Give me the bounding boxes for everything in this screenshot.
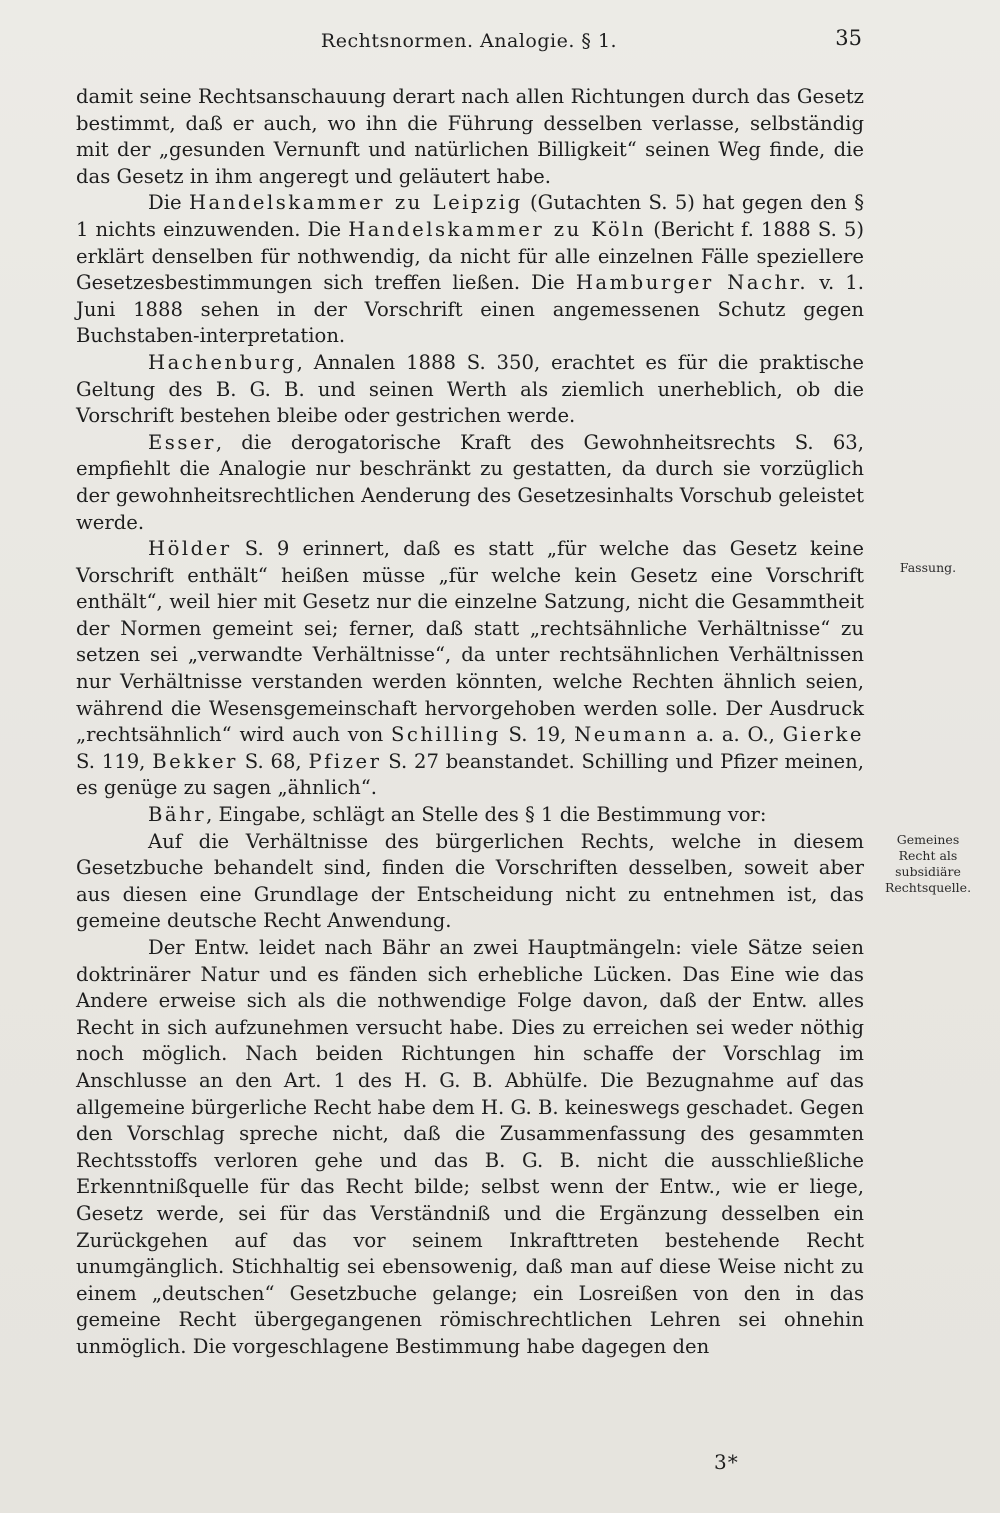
paragraph [76,84,864,190]
paragraph [76,935,864,1361]
text-segment: Auf die Verhältnisse des bürgerlichen Rechts, welche in diesem Gesetzbuche behandelt sind, finden die Vorschriften desselben, soweit aber aus diesen eine Grundlage der Entscheidung nicht zu entnehmen ist, das gemeine deutsche Recht Anwendung. [76,829,864,933]
spaced-name: Schilling [391,723,501,747]
text-segment: (Gutachten S. 5) hat gegen den § 1 nichts einzuwenden. Die [76,191,864,241]
margin-note-gemeines-recht [872,832,984,896]
spaced-name: Hölder [148,537,232,561]
text-segment: S. 119, [76,749,153,773]
spaced-name: Neumann [574,723,689,747]
paragraph [76,802,864,829]
block-quote [76,829,864,935]
spaced-name: Bekker [152,749,238,773]
body-text [76,84,864,1361]
spaced-name: Hachenburg [148,350,297,374]
paragraph [76,350,864,430]
text-segment: Die [148,191,189,215]
running-head [76,26,862,60]
paragraph [76,536,864,802]
margin-note-line: Recht als [898,848,958,863]
text-segment: , die derogatorische Kraft des Gewohnheitsrechts S. 63, empfiehlt die Analogie nur beschränkt zu gestatten, da durch sie vorzüglich der gewohnheitsrechtlichen Aenderung des Gesetzesinhalts Vorschub geleistet werde. [76,430,864,534]
text-segment: Der Entw. leidet nach Bähr an zwei Hauptmängeln: viele Sätze seien doktrinärer Natur und es fänden sich erhebliche Lücken. Das Eine wie das Andere erweise sich als die nothwendige Folge davon, daß der Entw. alles Recht in sich aufzunehmen versucht habe. Dies zu erreichen sei weder nöthig noch möglich. Nach beiden Richtungen hin schaffe der Vorschlag im Anschlusse an den Art. 1 des H. G. B. Abhülfe. Die Bezugnahme auf das allgemeine bürgerliche Recht habe dem H. G. B. keineswegs geschadet. Gegen den Vorschlag spreche nicht, daß die Zusammenfassung des gesammten Rechtsstoffs verloren gehe und das B. G. B. nicht die ausschließliche Erkenntnißquelle für das Recht bilde; selbst wenn der Entw., wie er liege, Gesetz werde, sei für das Verständniß und die Ergänzung desselben ein Zurückgehen auf das vor seinem Inkrafttreten bestehende Recht unumgänglich. Stichhaltig sei ebensowenig, daß man auf diese Weise nicht zu einem „deutschen“ Gesetzbuche gelange; ein Losreißen von den in das gemeine Recht übergegangenen römischrechtlichen Lehren sei ohnehin unmöglich. Die vorgeschlagene Bestimmung habe dagegen den [76,936,864,1358]
text-segment: v. 1. Juni 1888 sehen in der Vorschrift einen angemessenen Schutz gegen Buchstaben-interpretation. [76,271,865,348]
page-number: 35 [835,26,862,50]
text-segment: S. 9 erinnert, daß es statt „für welche das Gesetz keine Vorschrift enthält“ heißen müsse „für welche kein Gesetz eine Vorschrift enthält“, weil hier mit Gesetz nur die einzelne Satzung, nicht die Gesammtheit der Normen gemeint sei; ferner, daß statt „rechtsähnliche Verhältnisse“ zu setzen sei „verwandte Verhältnisse“, da unter rechtsähnlichen Verhältnissen nur Verhältnisse verstanden werden könnten, welche Rechten ähnlich seien, während die Wesensgemeinschaft hervorgehoben werden solle. Der Ausdruck „rechtsähnlich“ wird auch von [76,537,864,747]
text-segment: a. a. O., [688,723,783,747]
paragraph [76,430,864,536]
text-segment: , Eingabe, schlägt an Stelle des § 1 die Bestimmung vor: [206,803,767,827]
spaced-name: Handelskammer zu Leipzig [188,191,523,215]
signature-mark: 3* [714,1450,739,1474]
margin-note-line: Rechtsquelle. [884,880,972,895]
text-segment: damit seine Rechtsanschauung derart nach allen Richtungen durch das Gesetz bestimmt, daß er auch, wo ihn die Führung desselben verlasse, selbständig mit der „gesunden Vernunft und natürlichen Billigkeit“ seinen Weg finde, die das Gesetz in ihm angeregt und geläutert habe. [76,85,864,188]
spaced-name: Pfizer [308,749,382,773]
text-segment: S. 27 beanstandet. Schilling und Pfizer meinen, es genüge zu sagen „ähnlich“. [76,749,864,800]
text-segment: S. 19, [500,723,575,747]
spaced-name: Bähr [148,803,207,827]
text-segment: S. 68, [237,749,309,773]
text-segment: (Bericht f. 1888 S. 5) erklärt denselben für nothwendig, da nicht für alle einzelnen Fälle speziellere Gesetzesbestimmungen sich treffen ließen. Die [76,217,864,295]
spaced-name: Hamburger Nachr. [575,271,809,295]
running-title: Rechtsnormen. Analogie. § 1. [320,30,618,52]
margin-note-line: subsidiäre [895,864,961,879]
spaced-name: Handelskammer zu Köln [348,217,647,241]
margin-note-fassung: Fassung. [899,560,957,575]
spaced-name: Gierke [782,723,864,747]
paragraph [76,190,864,350]
margin-note-line: Gemeines [896,832,960,847]
spaced-name: Esser [148,430,216,454]
text-segment: , Annalen 1888 S. 350, erachtet es für die praktische Geltung des B. G. B. und seinen Werth als ziemlich unerheblich, ob die Vorschrift bestehen bleibe oder gestrichen werde. [76,350,864,428]
